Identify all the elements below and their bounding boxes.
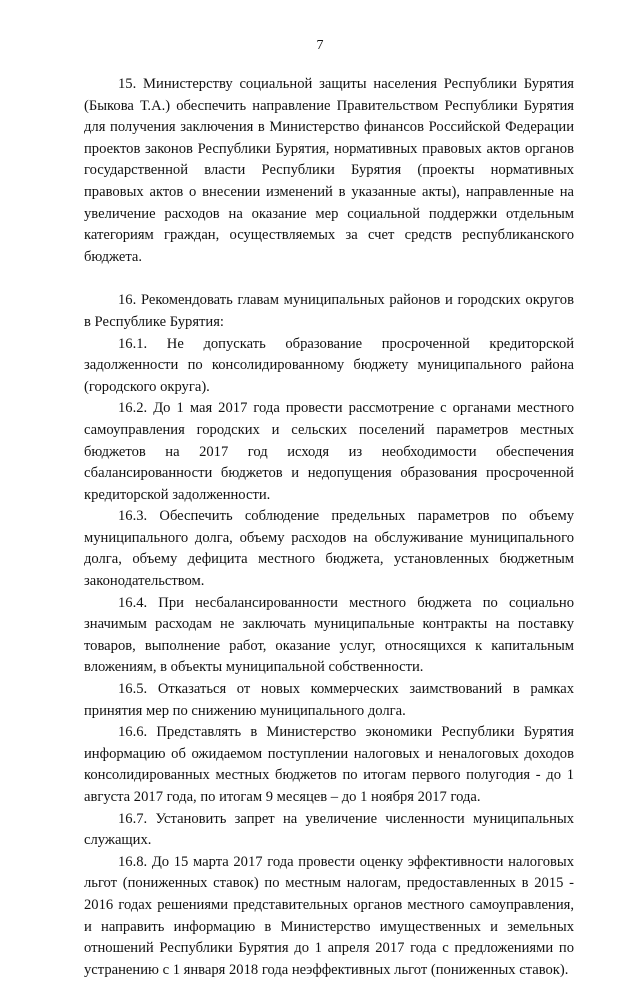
paragraph-16-4: 16.4. При несбалансированности местного бюджета по социально значимым расходам не заключать муниципальные контракты на поставку товаров, выполнение работ, оказание услуг, относящихся к капитальным вложениям, в объекты муниципальной собственности.: [84, 594, 574, 676]
paragraph-16-1: 16.1. Не допускать образование просроченной кредиторской задолженности по консолидированному бюджету муниципального района (городского округа).: [84, 335, 574, 395]
paragraph-16-6: 16.6. Представлять в Министерство экономики Республики Бурятия информацию об ожидаемом поступлении налоговых и неналоговых доходов консолидированных местных бюджетов по итогам первого полугодия - до 1 августа 2017 года, по итогам 9 месяцев – до 1 ноября 2017 года.: [84, 724, 574, 805]
paragraph-16-2: 16.2. До 1 мая 2017 года провести рассмотрение с органами местного самоуправления городских и сельских поселений параметров местных бюджетов на 2017 год исходя из необходимости обеспечения сбалансированности бюджетов и недопущения образования просроченной кредиторской задолженности.: [84, 400, 574, 503]
paragraph-15: 15. Министерству социальной защиты населения Республики Бурятия (Быкова Т.А.) обеспечить направление Правительством Республики Бурятия для получения заключения в Министерство финансов Российской Федерации проектов законов Республики Бурятия, нормативных правовых актов органов государственной власти Республики Бурятия (проекты нормативных правовых актов о внесении изменений в указанные акты), направленные на увеличение расходов на оказание мер социальной поддержки отдельным категориям граждан, осуществляемых за счет средств республиканского бюджета.: [84, 76, 574, 265]
document-body: [84, 74, 574, 981]
page-number: 7: [316, 38, 324, 53]
paragraph-16-7: 16.7. Установить запрет на увеличение численности муниципальных служащих.: [84, 810, 574, 849]
paragraph-16-8: 16.8. До 15 марта 2017 года провести оценку эффективности налоговых льгот (пониженных ставок) по местным налогам, предоставленных в 2015 - 2016 годах решениями представительных органов местного самоуправления, и направить информацию в Министерство имущественных и земельных отношений Республики Бурятия до 1 апреля 2017 года с предложениями по устранению с 1 января 2018 года неэффективных льгот (пониженных ставок).: [84, 853, 574, 978]
paragraph-16-3: 16.3. Обеспечить соблюдение предельных параметров по объему муниципального долга, объему расходов на обслуживание муниципального долга, объему дефицита местного бюджета, установленных бюджетным законодательством.: [84, 508, 574, 590]
paragraph-16: 16. Рекомендовать главам муниципальных районов и городских округов в Республике Бурятия:: [84, 292, 574, 330]
paragraph-16-5: 16.5. Отказаться от новых коммерческих заимствований в рамках принятия мер по снижению муниципального долга.: [84, 681, 574, 719]
